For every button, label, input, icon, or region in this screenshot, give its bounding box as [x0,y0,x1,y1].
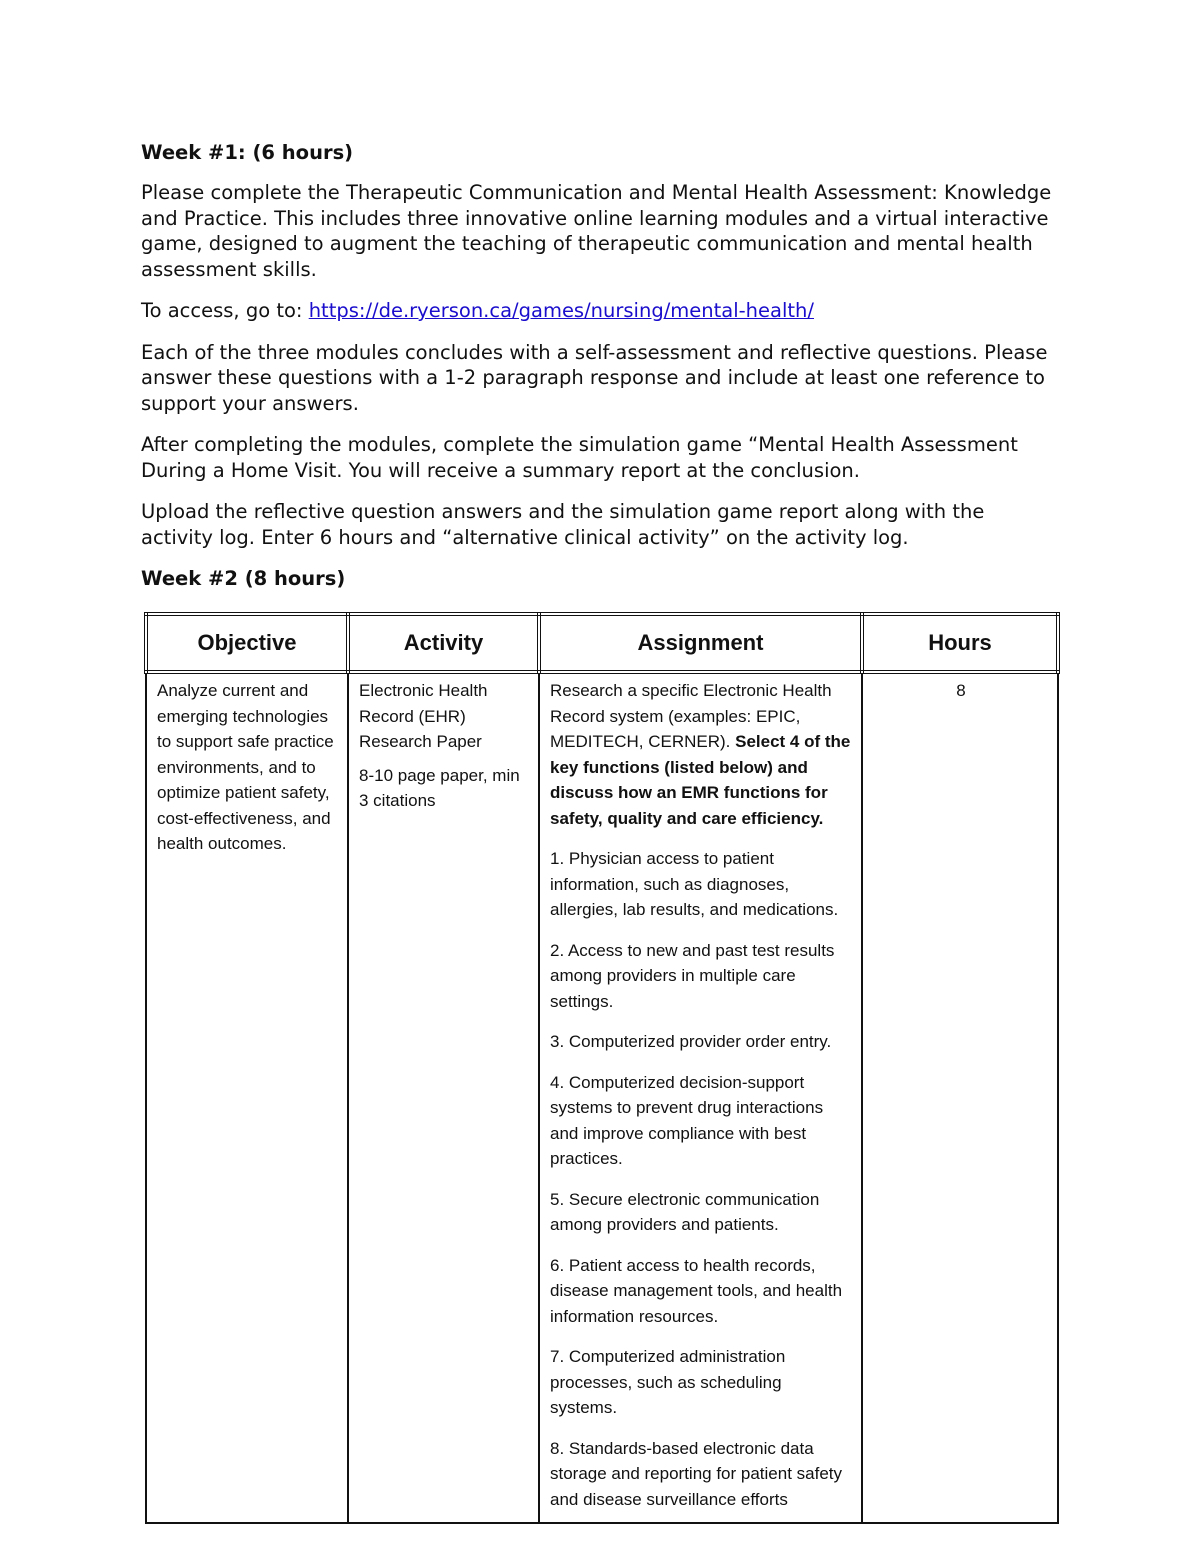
week1-upload: Upload the reflective question answers and the simulation game report along with the activity log. Enter 6 hours and “alternative clinical activity” on the activity log. [141,500,985,549]
activity-cell [348,672,539,1523]
assignment-item: 2. Access to new and past test results among providers in multiple care settings. [550,940,835,1011]
assignment-item: 3. Computerized provider order entry. [550,1032,832,1051]
document-page [141,140,1061,608]
week2-table [144,612,1060,1524]
hours-cell: 8 [862,672,1058,1523]
access-link[interactable]: https://de.ryerson.ca/games/nursing/mental-health/ [308,299,814,322]
week1-simulation: After completing the modules, complete the simulation game “Mental Health Assessment During a Home Visit. You will receive a summary report at the conclusion. [141,433,1018,482]
week1-access [141,298,1061,324]
assignment-item: 8. Standards-based electronic data storage and reporting for patient safety and disease surveillance efforts [550,1438,843,1509]
week1-intro: Please complete the Therapeutic Communication and Mental Health Assessment: Knowledge and Practice. This includes three innovative online learning modules and a virtual interactive game, designed to augment the teaching of therapeutic communication and mental health assessment skills. [141,181,1052,281]
assignment-cell [539,672,862,1523]
assignment-intro-bold: Select 4 of the key functions (listed below) and discuss how an EMR functions for safety, quality and care efficiency. [550,732,851,828]
assignment-item: 7. Computerized administration processes, such as scheduling systems. [550,1347,786,1417]
objective-cell: Analyze current and emerging technologies to support safe practice environments, and to optimize patient safety, cost-effectiveness, and health outcomes. [146,672,348,1523]
assignment-intro-plain: Research a specific Electronic Health Record system (examples: EPIC, MEDITECH, CERNER). [550,681,832,751]
activity-title: Electronic Health Record (EHR) Research Paper [359,681,488,751]
header-assignment: Assignment [539,614,862,672]
assignment-item: 1. Physician access to patient information, such as diagnoses, allergies, lab results, and medications. [550,849,839,919]
week1-modules: Each of the three modules concludes with a self-assessment and reflective questions. Please answer these questions with a 1-2 paragraph response and include at least one reference to support your answers. [141,340,1048,415]
week2-heading: Week #2 (8 hours) [141,567,346,590]
assignment-item: 5. Secure electronic communication among providers and patients. [550,1189,820,1234]
table-row [146,672,1058,1523]
week1-heading: Week #1: (6 hours) [141,141,354,164]
header-activity: Activity [348,614,539,672]
header-hours: Hours [862,614,1058,672]
assignment-intro [550,678,853,831]
activity-detail: 8-10 page paper, min 3 citations [359,765,520,810]
header-objective: Objective [146,614,348,672]
assignment-item: 4. Computerized decision-support systems to prevent drug interactions and improve compliance with best practices. [550,1072,824,1168]
access-prefix: To access, go to: [141,299,309,322]
table-header-row [146,614,1058,672]
assignment-item: 6. Patient access to health records, disease management tools, and health information resources. [550,1255,843,1326]
